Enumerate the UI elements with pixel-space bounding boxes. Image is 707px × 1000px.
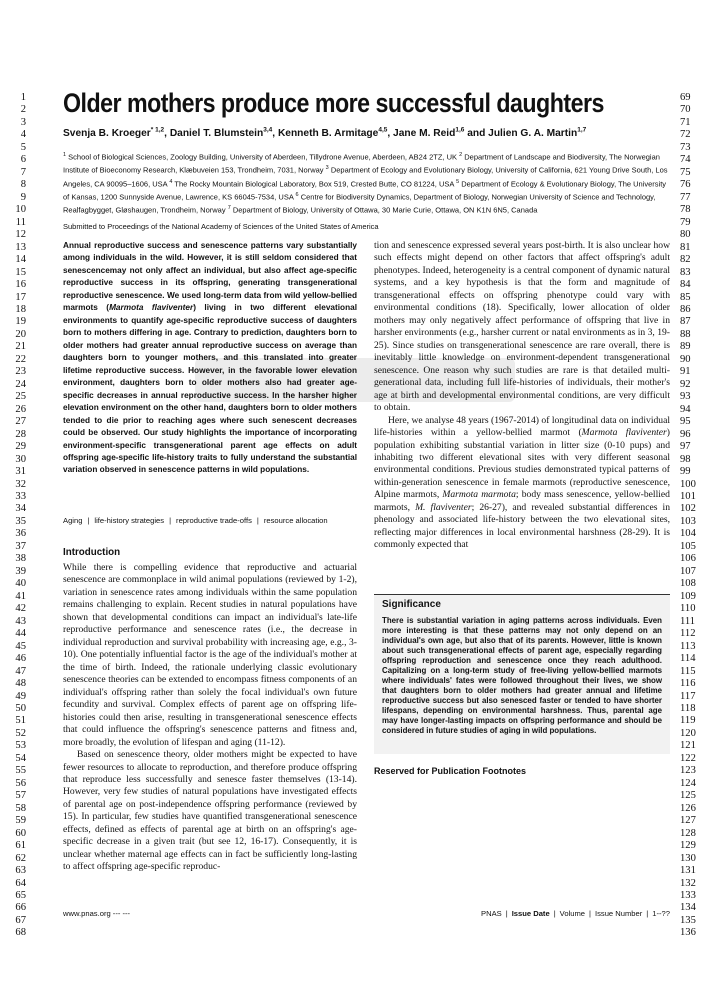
line-number: 5 — [20, 141, 26, 153]
significance-text: There is substantial variation in aging patterns across individuals. Even more interesting is that these patterns may not only depend on an individual's own age, but also that of its parents. However, little is known about such transgenerational effects of parent age, especially regarding offspring reproduction and senescence once they reach adulthood. Capitalizing on a long-term study of free-living yellow-bellied marmots where individuals' fates were followed throughout their lives, we show that daughters born to older mothers had greater annual and lifetime reproductive success but also senesced faster or tended to have shorter lifespans, depending on environmental harshness. Thus, parental age may have longer-lasting impacts on offspring performance and should be considered in future studies of aging in wild populations. — [382, 616, 662, 735]
line-number: 25 — [15, 391, 26, 403]
line-number: 27 — [15, 416, 26, 428]
line-number: 46 — [15, 653, 26, 665]
line-number: 93 — [680, 391, 691, 403]
line-number: 95 — [680, 416, 691, 428]
line-number: 100 — [680, 478, 696, 490]
line-number: 134 — [680, 902, 696, 914]
line-number: 92 — [680, 378, 691, 390]
line-number: 122 — [680, 752, 696, 764]
significance-box — [374, 594, 670, 754]
line-number: 34 — [15, 503, 26, 515]
line-number: 67 — [15, 914, 26, 926]
line-number: 83 — [680, 266, 691, 278]
line-number: 52 — [15, 727, 26, 739]
line-number: 84 — [680, 279, 691, 291]
line-number: 107 — [680, 565, 696, 577]
line-number: 116 — [680, 678, 696, 690]
line-number: 85 — [680, 291, 691, 303]
line-number: 48 — [15, 678, 26, 690]
line-number: 105 — [680, 540, 696, 552]
line-number: 35 — [15, 515, 26, 527]
line-number: 24 — [15, 378, 26, 390]
line-number: 130 — [680, 852, 696, 864]
paragraph: Here, we analyse 48 years (1967-2014) of longitudinal data on individual life-histories within a yellow-bellied marmot (Marmota flaviventer) population exhibiting substantial variation in litter size (0-10 pups) and inhabiting two different elevational sites with very different seasonal environmental conditions. Previous studies demonstrated typical patterns of within-generation senescence in female marmots (reproductive senescence, Alpine marmots, Marmota marmota; body mass senescence, yellow-bellied marmots, M. flaviventer; 26-27), and revealed substantial differences in phenology and associated life-history between the two elevational sites, reflecting major differences in local environmental harshness (28-29). It is commonly expected that — [374, 414, 670, 551]
line-number: 47 — [15, 665, 26, 677]
line-number: 8 — [20, 179, 26, 191]
line-number: 121 — [680, 740, 696, 752]
author-list — [63, 127, 673, 139]
line-number: 75 — [680, 166, 691, 178]
line-number: 14 — [15, 254, 26, 266]
author: Svenja B. Kroeger$^{* 1,2}$, — [63, 127, 170, 140]
line-number: 87 — [680, 316, 691, 328]
line-number: 72 — [680, 129, 691, 141]
line-number: 26 — [15, 403, 26, 415]
line-number: 44 — [15, 628, 26, 640]
line-number: 91 — [680, 366, 691, 378]
line-number: 88 — [680, 328, 691, 340]
line-number: 119 — [680, 715, 696, 727]
line-number: 57 — [15, 790, 26, 802]
line-number: 81 — [680, 241, 691, 253]
line-number: 29 — [15, 441, 26, 453]
line-number: 125 — [680, 790, 696, 802]
line-number: 113 — [680, 640, 696, 652]
abstract: Annual reproductive success and senescence patterns vary substantially among individuals in the wild. However, it is still seldom considered that senescencemay not only affect an individual, but also affect age-specific reproductive success in its offspring, generating transgenerational reproductive senescence. We used long-term data from wild yellow-bellied marmots (Marmota flaviventer) living in two different elevational environments to quantify age-specific reproductive success of daughters born to mothers differing in age. Contrary to prediction, daughters born to older mothers had greater annual reproductive success on average than daughters born to younger mothers, and this translated into greater lifetime reproductive success. However, in the favorable lower elevation environment, daughters born to older mothers also had greater age-specific decreases in annual reproductive success. In the harsher higher elevation environment on the other hand, daughters born to older mothers tended to die prior to reaching ages where such senescent decreases could be observed. Our study highlights the importance of incorporating environment-specific transgenerational parent age effects on adult offspring age-specific life-history traits to fully understand the substantial variation observed in senescence patterns in wild populations. — [63, 241, 357, 475]
line-number: 74 — [680, 154, 691, 166]
line-number: 28 — [15, 428, 26, 440]
line-number: 33 — [15, 491, 26, 502]
line-number: 20 — [15, 328, 26, 340]
line-number: 51 — [15, 715, 26, 727]
line-number: 117 — [680, 690, 696, 702]
line-number: 7 — [20, 166, 26, 178]
line-number: 15 — [15, 266, 26, 278]
line-number: 6 — [20, 154, 26, 166]
line-number: 128 — [680, 827, 696, 839]
line-number: 11 — [15, 216, 26, 228]
line-number: 32 — [15, 478, 26, 490]
line-number: 120 — [680, 727, 696, 739]
author: Jane M. Reid$^{1,6}$ and — [393, 127, 489, 140]
footer-journal-info: PNAS | Issue Date | Volume | Issue Number | 1--?? — [481, 909, 670, 918]
footnotes-placeholder: Reserved for Publication Footnotes — [374, 766, 527, 776]
line-number: 73 — [680, 141, 691, 153]
line-numbers-left — [4, 92, 26, 940]
paper-title: Older mothers produce more successful daughters — [63, 88, 604, 118]
line-number: 102 — [680, 503, 696, 515]
line-number: 59 — [15, 815, 26, 827]
line-number: 3 — [20, 116, 26, 128]
line-number: 131 — [680, 865, 696, 877]
line-number: 78 — [680, 204, 691, 216]
author: Julien G. A. Martin$^{1,7}$ — [488, 127, 587, 140]
line-number: 96 — [680, 428, 691, 440]
body-column-right — [374, 240, 670, 552]
paragraph: While there is compelling evidence that reproductive and actuarial senescence are commonplace in wild animal populations (reviewed by 1-2), variation in senescence rates among individuals within the same population remains challenging to explain. Recent studies in natural populations have shown that developmental conditions can impact an individual's late-life reproductive performance and senescence rates (i.e., the decrease in individual reproduction and survival probability with increasing age, e.g., 3-10). One potentially influential factor is the age of the individual's mother at the time of birth. Indeed, the rationale underlying classic evolutionary senescence theories can be extended to encompass fitness components of an individual's offspring rather than solely the focal individual's own future fecundity and survival. Complex effects of parent age on offspring life-histories could then arise, resulting in transgenerational senescence effects that could influence the offspring's senescence patterns and fitness and, more broadly, the evolution of lifespan and aging (11-12). — [63, 562, 357, 748]
line-number: 23 — [15, 366, 26, 378]
line-number: 9 — [20, 191, 26, 203]
line-number: 17 — [15, 291, 26, 303]
line-number: 97 — [680, 441, 691, 453]
line-number: 136 — [680, 927, 696, 939]
line-number: 82 — [680, 254, 691, 266]
line-number: 12 — [15, 229, 26, 241]
line-number: 106 — [680, 553, 696, 565]
line-number: 80 — [680, 229, 691, 241]
line-number: 118 — [680, 702, 696, 714]
line-number: 16 — [15, 279, 26, 291]
line-number: 1 — [20, 92, 26, 103]
line-number: 90 — [680, 353, 691, 365]
line-number: 36 — [15, 528, 26, 540]
line-number: 65 — [15, 890, 26, 901]
line-number: 30 — [15, 453, 26, 465]
author: Kenneth B. Armitage$^{4,5}$, — [277, 127, 394, 140]
line-number: 70 — [680, 104, 691, 116]
line-number: 76 — [680, 179, 691, 191]
line-number: 56 — [15, 777, 26, 789]
line-number: 98 — [680, 453, 691, 465]
line-number: 108 — [680, 578, 696, 590]
line-number: 69 — [680, 92, 691, 103]
line-number: 50 — [15, 702, 26, 714]
line-number: 66 — [15, 902, 26, 914]
line-number: 112 — [680, 628, 696, 640]
line-number: 123 — [680, 765, 696, 777]
line-number: 104 — [680, 528, 696, 540]
line-number: 111 — [680, 615, 696, 627]
line-number: 126 — [680, 802, 696, 814]
line-number: 110 — [680, 603, 696, 615]
line-number: 4 — [20, 129, 26, 141]
line-number: 94 — [680, 403, 691, 415]
line-number: 10 — [15, 204, 26, 216]
line-number: 49 — [15, 690, 26, 702]
line-number: 133 — [680, 890, 696, 901]
line-number: 21 — [15, 341, 26, 353]
line-number: 54 — [15, 752, 26, 764]
line-number: 135 — [680, 914, 696, 926]
paragraph: tion and senescence expressed several years post-birth. It is also unclear how such effects might depend on other factors that affect offspring's adult phenotypes. Indeed, heterogeneity is a central component of dynamic natural systems, and a key hypothesis is that the form and magnitude of transgenerational effects on offspring phenotype could vary with environmental conditions (18). Specifically, lower allocation of older mothers may only negatively affect performance of offspring that live in harsher environments (e.g., harsher current or natal environments as in 3, 19-25). Since studies on transgenerational senescence are rare overall, there is inevitably little knowledge on environment-dependent transgenerational senescence. One reason why such studies are rare is that detailed multi-generational data, including full life-histories of individuals, their mother's age at birth and developmental environmental conditions, are very difficult to obtain. — [374, 240, 670, 414]
line-number: 43 — [15, 615, 26, 627]
line-number: 101 — [680, 491, 696, 502]
paragraph: Based on senescence theory, older mothers might be expected to have fewer resources to allocate to reproduction, and therefore produce offspring that reproduce less successfully and senesce faster themselves (13-14). However, very few studies of natural populations have investigated effects of parental age on post-independence offspring performance (reviewed by 15). In particular, few studies have quantified transgenerational senescence effects, defined as effects of parental age at birth on an offspring's age-specific decrease in a given trait (but see 12, 16-17). Consequently, it is unclear whether maternal age effects can in fact be sufficiently long-lasting to affect offspring age-specific reproduc- — [63, 749, 357, 873]
line-number: 58 — [15, 802, 26, 814]
line-number: 42 — [15, 603, 26, 615]
line-number: 53 — [15, 740, 26, 752]
line-number: 62 — [15, 852, 26, 864]
keywords: Aging | life-history strategies | reproductive trade-offs | resource allocation — [63, 516, 328, 525]
line-number: 2 — [20, 104, 26, 116]
footer-url: www.pnas.org --- --- — [63, 909, 131, 918]
line-number: 89 — [680, 341, 691, 353]
line-number: 124 — [680, 777, 696, 789]
line-number: 55 — [15, 765, 26, 777]
line-number: 38 — [15, 553, 26, 565]
author: Daniel T. Blumstein$^{3,4}$, — [169, 127, 278, 140]
affiliations: $^1$ School of Biological Sciences, Zoology Building, University of Aberdeen, Tillydrone Avenue, Aberdeen, AB24 2TZ, UK $^2$ Department of Landscape and Biodiversity, The Norwegian Institute of Bioeconomy Research, Klæbuveien 153, Trondheim, 7031, Norway $^3$ Department of Ecology and Evolutionary Biology, University of California, 621 Young Drive South, Los Angeles, CA 90095–1606, USA $^4$ The Rocky Mountain Biological Laboratory, Box 519, Crested Butte, CO 81224, USA $^5$ Department of Ecology & Evolutionary Biology, The University of Kansas, 1200 Sunnyside Avenue, Lawrence, KS 66045-7534, USA $^6$ Centre for Biodiversity Dynamics, Department of Biology, Norwegian University of Science and Technology, Realfagbygget, Gløshaugen, Trondheim, Norway $^7$ Department of Biology, University of Ottawa, 30 Marie Curie, Ottawa, ON K1N 6N5, Canada — [63, 152, 668, 215]
line-number: 79 — [680, 216, 691, 228]
line-number: 63 — [15, 865, 26, 877]
line-number: 13 — [15, 241, 26, 253]
intro-heading: Introduction — [63, 547, 121, 558]
line-number: 41 — [15, 590, 26, 602]
line-number: 18 — [15, 303, 26, 315]
line-number: 61 — [15, 840, 26, 852]
line-number: 127 — [680, 815, 696, 827]
line-number: 129 — [680, 840, 696, 852]
line-number: 71 — [680, 116, 691, 128]
line-number: 86 — [680, 303, 691, 315]
line-number: 109 — [680, 590, 696, 602]
line-number: 64 — [15, 877, 26, 889]
body-column-left — [63, 562, 357, 874]
line-number: 60 — [15, 827, 26, 839]
line-number: 40 — [15, 578, 26, 590]
submission-note: Submitted to Proceedings of the National Academy of Sciences of the United States of America — [63, 222, 379, 231]
line-numbers-right — [680, 92, 702, 940]
line-number: 39 — [15, 565, 26, 577]
line-number: 22 — [15, 353, 26, 365]
line-number: 37 — [15, 540, 26, 552]
line-number: 115 — [680, 665, 696, 677]
line-number: 99 — [680, 466, 691, 478]
line-number: 132 — [680, 877, 696, 889]
line-number: 19 — [15, 316, 26, 328]
line-number: 103 — [680, 515, 696, 527]
significance-title: Significance — [382, 599, 441, 610]
line-number: 77 — [680, 191, 691, 203]
line-number: 31 — [15, 466, 26, 478]
line-number: 114 — [680, 653, 696, 665]
line-number: 68 — [15, 927, 26, 939]
line-number: 45 — [15, 640, 26, 652]
